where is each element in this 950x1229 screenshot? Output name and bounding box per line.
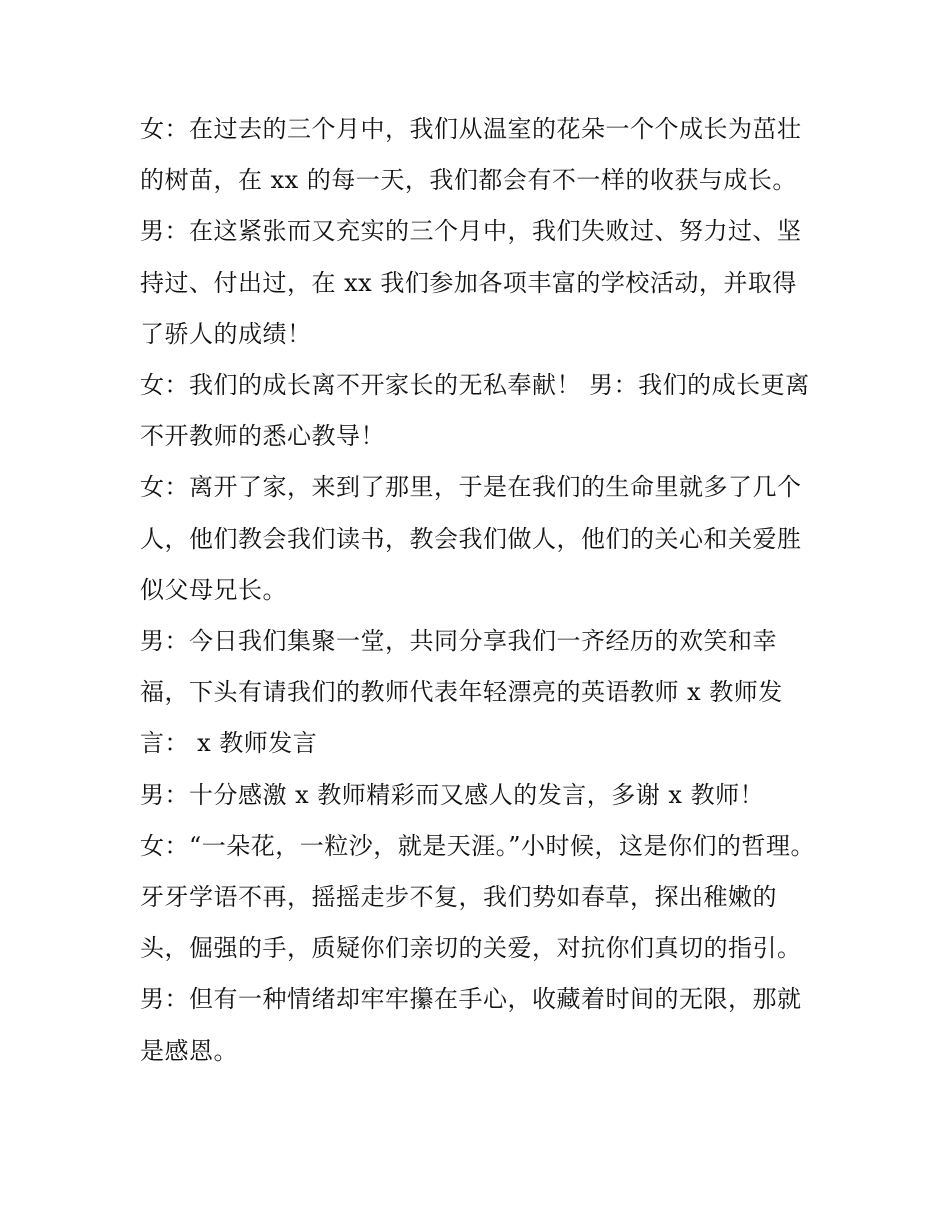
paragraph-7: 女：“一朵花，一粒沙，就是天涯。”小时候，这是你们的哲理。牙牙学语不再，摇摇走步不复，我们势如春草，探出稚嫩的头，倔强的手，质疑你们亲切的关爱，对抗你们真切的指引。 (140, 831, 816, 963)
paragraph-4: 女：离开了家，来到了那里，于是在我们的生命里就多了几个人，他们教会我们读书，教会我们做人，他们的关心和关爱胜似父母兄长。 (140, 473, 802, 604)
paragraph-2: 男：在这紧张而又充实的三个月中，我们失败过、努力过、坚持过、付出过，在 xx 我们参加各项丰富的学校活动，并取得了骄人的成绩！ (140, 217, 802, 348)
paragraph-3: 女：我们的成长离不开家长的无私奉献！ 男：我们的成长更离不开教师的悉心教导！ (140, 371, 810, 451)
paragraph-6: 男：十分感激 x 教师精彩而又感人的发言，多谢 x 教师！ (140, 780, 765, 809)
document-body (140, 104, 820, 1077)
paragraph-5: 男：今日我们集聚一堂，共同分享我们一齐经历的欢笑和幸福，下头有请我们的教师代表年轻漂亮的英语教师 x 教师发言： x 教师发言 (140, 627, 783, 758)
paragraph-8: 男：但有一种情绪却牢牢攥在手心，收藏着时间的无限，那就是感恩。 (140, 985, 802, 1065)
paragraph-1: 女：在过去的三个月中，我们从温室的花朵一个个成长为茁壮的树苗，在 xx 的每一天，我们都会有不一样的收获与成长。 (140, 115, 802, 195)
